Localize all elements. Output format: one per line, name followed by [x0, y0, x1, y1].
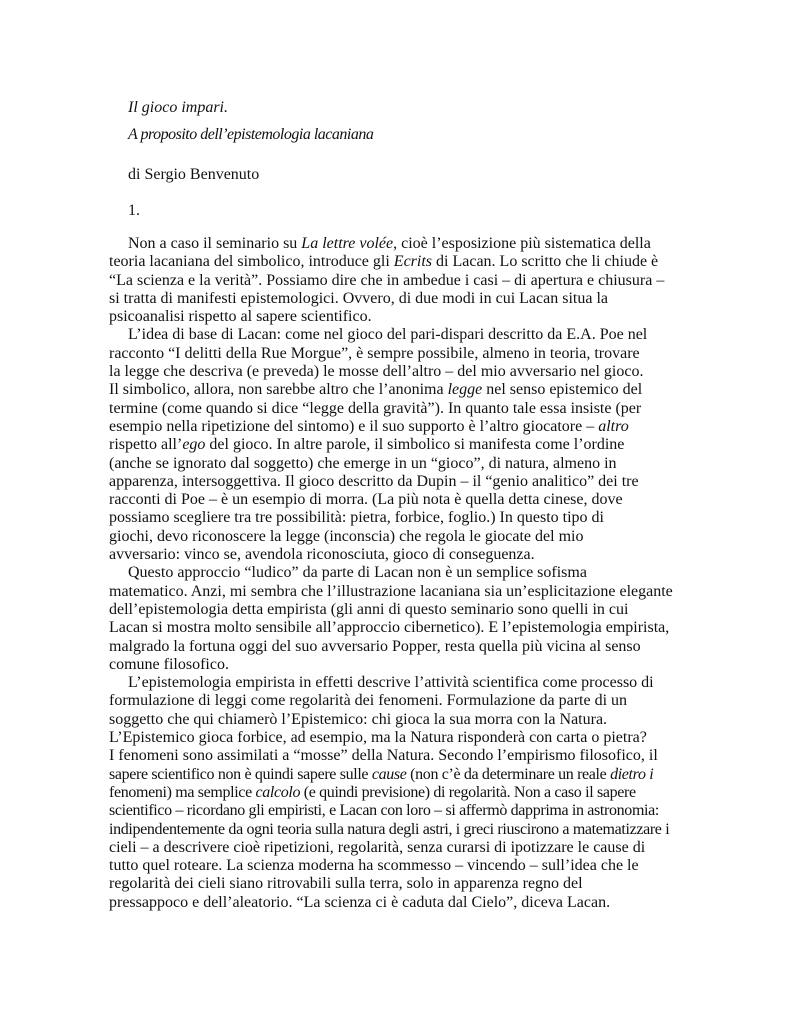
text-line [109, 638, 689, 656]
text-span: matematico. Anzi, mi sembra che l’illustrazione lacaniana sia un’esplicitazione elegante [109, 582, 673, 600]
text-span: possiamo scegliere tra tre possibilità: pietra, forbice, foglio.) In questo tipo di [109, 509, 604, 527]
text-span: del gioco. In altre parole, il simbolico si manifesta come l’ordine [205, 436, 625, 454]
text-span: dell’epistemologia detta empirista (gli anni di questo seminario sono quelli in cui [109, 600, 629, 618]
text-line [109, 546, 689, 564]
section-number: 1. [128, 202, 140, 219]
text-span: (anche se ignorato dal soggetto) che emerge in un “gioco”, di natura, almeno in [109, 454, 617, 472]
text-line [109, 491, 689, 509]
document-title: Il gioco impari. [128, 99, 228, 116]
text-span: racconti di Poe – è un esempio di morra. (La più nota è quella detta cinese, dove [109, 491, 623, 509]
text-line [109, 711, 689, 729]
text-line [109, 308, 689, 326]
italic-text: La lettre volée [301, 235, 394, 252]
text-span: apparenza, intersoggettiva. Il gioco descritto da Dupin – il “genio analitico” dei tre [109, 472, 639, 490]
text-line [109, 766, 689, 784]
italic-text: dietro i [610, 765, 654, 783]
text-span: L’Epistemico gioca forbice, ad esempio, ma la Natura risponderà con carta o pietra? [109, 729, 647, 747]
text-line [109, 528, 689, 546]
text-span: psicoanalisi rispetto al sapere scientifico. [109, 308, 372, 326]
text-line [109, 674, 689, 692]
text-span: racconto “I delitti della Rue Morgue”, è sempre possibile, almeno in teoria, trovare [109, 344, 640, 362]
text-span: si tratta di manifesti epistemologici. Ovvero, di due modi in cui Lacan situa la [109, 289, 608, 307]
text-line [109, 875, 689, 893]
text-line [109, 253, 689, 271]
text-line [109, 747, 689, 765]
text-span: indipendentemente da ogni teoria sulla natura degli astri, i greci riuscirono a matematizzare i [109, 820, 670, 838]
text-line [109, 345, 689, 363]
text-line [109, 894, 689, 912]
text-span: regolarità dei cieli siano ritrovabili sulla terra, solo in apparenza regno del [109, 875, 583, 893]
text-span: L’epistemologia empirista in effetti descrive l’attività scientifica come processo di [128, 674, 654, 692]
text-span: “La scienza e la verità”. Possiamo dire che in ambedue i casi – di apertura e chiusura – [109, 271, 665, 289]
text-line [109, 381, 689, 399]
text-span: L’idea di base di Lacan: come nel gioco del pari-dispari descritto da E.A. Poe nel [128, 326, 648, 344]
text-line [109, 601, 689, 619]
italic-text: ego [182, 436, 206, 454]
text-span: teoria lacaniana del simbolico, introduce gli [109, 253, 394, 271]
text-line [109, 583, 689, 601]
text-span: sapere scientifico non è quindi sapere sulle [109, 765, 372, 783]
text-span: la legge che descriva (e preveda) le mosse dell’altro – del mio avversario nel gioco. [109, 363, 644, 381]
text-span: , cioè l’esposizione più sistematica della [393, 235, 651, 252]
text-span: tutto quel roteare. La scienza moderna ha scommesso – vincendo – sull’idea che le [109, 857, 639, 875]
text-span: cieli – a descrivere cioè ripetizioni, regolarità, senza curarsi di ipotizzare le cause di [109, 838, 646, 856]
text-line [109, 400, 689, 418]
text-line [109, 564, 689, 582]
italic-text: altro [598, 417, 629, 435]
text-span: Non a caso il seminario su [128, 235, 302, 252]
text-line [109, 821, 689, 839]
italic-text: legge [447, 381, 483, 399]
italic-text: Ecrits [393, 253, 433, 271]
text-span: avversario: vinco se, avendola riconosciuta, gioco di conseguenza. [109, 546, 535, 564]
text-span: (e quindi previsione) di regolarità. Non a caso il sapere [300, 783, 636, 801]
author-byline: di Sergio Benvenuto [128, 166, 260, 183]
text-span: Lacan si mostra molto sensibile all’approccio cibernetico). E l’epistemologia empirista, [109, 619, 670, 637]
text-line [109, 857, 689, 875]
italic-text: calcolo [255, 783, 301, 801]
text-span: Il simbolico, allora, non sarebbe altro che l’anonima [109, 381, 448, 399]
text-line [109, 619, 689, 637]
text-span: scientifico – ricordano gli empiristi, e Lacan con loro – si affermò dapprima in astronomia: [109, 802, 659, 820]
text-span: termine (come quando si dice “legge della gravità”). In quanto tale essa insiste (per [109, 399, 642, 417]
text-span: Questo approccio “ludico” da parte di Lacan non è un semplice sofisma [128, 564, 587, 582]
text-line [109, 784, 689, 802]
text-line [109, 235, 689, 253]
text-span: pressappoco e dell’aleatorio. “La scienza ci è caduta dal Cielo”, diceva Lacan. [109, 893, 611, 911]
text-line [109, 802, 689, 820]
text-line [109, 509, 689, 527]
document-subtitle: A proposito dell’epistemologia lacaniana [128, 126, 374, 143]
italic-text: cause [371, 765, 407, 783]
text-span: malgrado la fortuna oggi del suo avversario Popper, resta quella più vicina al senso [109, 637, 641, 655]
text-line [109, 455, 689, 473]
text-line [109, 272, 689, 290]
text-span: comune filosofico. [109, 655, 229, 673]
body-text [109, 235, 689, 912]
text-span: giochi, devo riconoscere la legge (inconscia) che regola le giocate del mio [109, 527, 584, 545]
text-line [109, 418, 689, 436]
text-span: nel senso epistemico del [482, 381, 643, 399]
text-span: soggetto che qui chiamerò l’Epistemico: chi gioca la sua morra con la Natura. [109, 710, 608, 728]
text-line [109, 692, 689, 710]
text-span: (non c’è da determinare un reale [406, 765, 611, 783]
text-span: formulazione di leggi come regolarità dei fenomeni. Formulazione da parte di un [109, 692, 628, 710]
text-span: esempio nella ripetizione del sintomo) e il suo supporto è l’altro giocatore – [109, 417, 599, 435]
text-line [109, 290, 689, 308]
text-line [109, 656, 689, 674]
text-line [109, 473, 689, 491]
text-line [109, 436, 689, 454]
text-span: I fenomeni sono assimilati a “mosse” della Natura. Secondo l’empirismo filosofico, il [109, 747, 658, 765]
text-line [109, 326, 689, 344]
text-line [109, 839, 689, 857]
text-span: rispetto all’ [109, 436, 183, 454]
text-line [109, 729, 689, 747]
text-line [109, 363, 689, 381]
text-span: fenomeni) ma semplice [109, 783, 256, 801]
text-span: di Lacan. Lo scritto che li chiude è [432, 253, 659, 271]
